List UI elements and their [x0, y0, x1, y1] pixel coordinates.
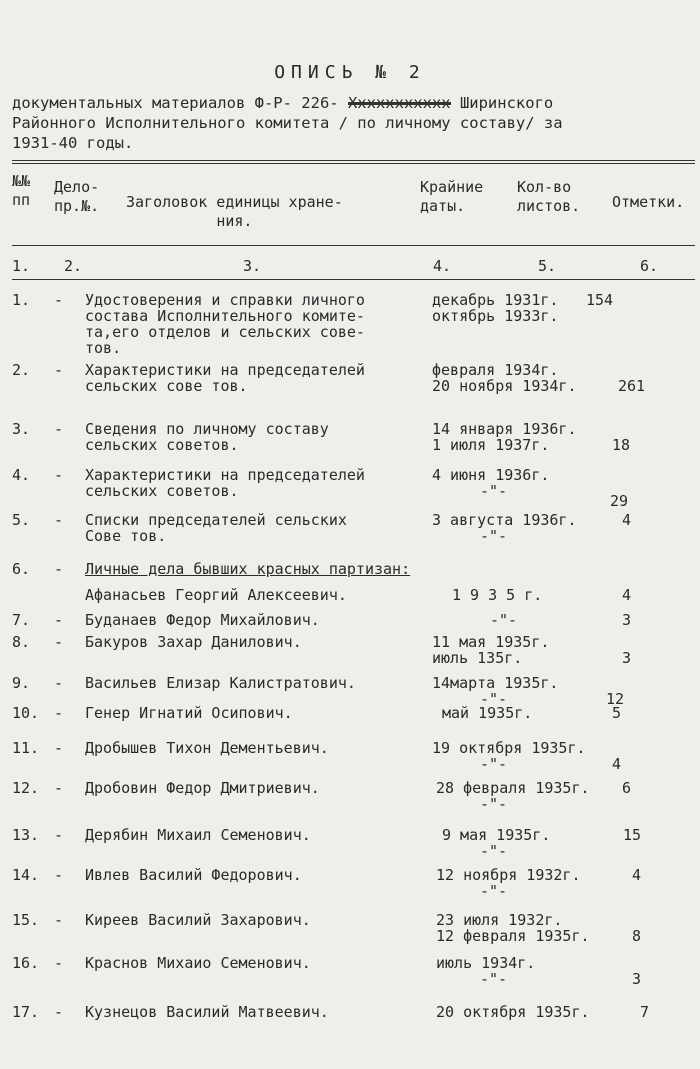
row-sheet-count: 4 — [622, 586, 632, 604]
row-date: февраля 1934г. — [432, 361, 559, 379]
row-title-line: Афанасьев Георгий Алексеевич. — [85, 586, 347, 604]
row-dash: - — [54, 361, 64, 379]
header-title: Заголовок единицы хране- ния. — [126, 193, 343, 230]
row-date: май 1935г. — [442, 704, 533, 722]
row-title-line: тов. — [85, 339, 122, 357]
header-rule-top-2 — [12, 163, 695, 164]
row-dash: - — [54, 674, 64, 692]
intro-line-1 — [12, 93, 563, 113]
row-dash: - — [54, 866, 64, 884]
row-title-line: Дробышев Тихон Дементьевич. — [85, 739, 329, 757]
row-title-line: Киреев Василий Захарович. — [85, 911, 311, 929]
row-date: -"- — [480, 482, 508, 500]
row-number: 17. — [12, 1003, 40, 1021]
row-number: 6. — [12, 560, 31, 578]
row-number: 4. — [12, 466, 31, 484]
row-date: 11 мая 1935г. — [432, 633, 550, 651]
header-rule-top — [12, 160, 695, 161]
row-title-line: та,его отделов и сельских сове- — [85, 323, 365, 341]
row-date: 28 февраля 1935г. — [436, 779, 590, 797]
row-dash: - — [54, 291, 64, 309]
col-number-1: 1. — [12, 257, 31, 275]
row-title-line: Характеристики на председателей — [85, 466, 365, 484]
row-date: -"- — [480, 842, 508, 860]
row-number: 15. — [12, 911, 40, 929]
row-number: 14. — [12, 866, 40, 884]
row-sheet-count: 3 — [632, 970, 642, 988]
row-sheet-count: 15 — [623, 826, 642, 844]
row-date: октябрь 1933г. — [432, 307, 559, 325]
row-number: 12. — [12, 779, 40, 797]
intro-line-3: 1931-40 годы. — [12, 134, 134, 152]
row-date: -"- — [480, 882, 508, 900]
row-dash: - — [54, 560, 64, 578]
row-title-line: Списки председателей сельских — [85, 511, 347, 529]
row-dash: - — [54, 779, 64, 797]
row-title-line: Дробовин Федор Дмитриевич. — [85, 779, 320, 797]
header-rule-mid — [12, 245, 695, 246]
intro-text — [12, 93, 563, 153]
row-title-line: Сведения по личному составу — [85, 420, 329, 438]
row-number: 7. — [12, 611, 31, 629]
header-notes: Отметки. — [612, 193, 685, 211]
col-number-2: 2. — [64, 257, 83, 275]
row-sheet-count: 3 — [622, 649, 632, 667]
row-date: декабрь 1931г. — [432, 291, 559, 309]
row-sheet-count: 3 — [622, 611, 632, 629]
row-title-line: Характеристики на председателей — [85, 361, 365, 379]
row-date: 1 9 3 5 г. — [452, 586, 543, 604]
row-sheet-count: 4 — [612, 755, 622, 773]
row-date: 9 мая 1935г. — [442, 826, 551, 844]
row-number: 3. — [12, 420, 31, 438]
col-number-3: 3. — [243, 257, 262, 275]
row-title-line: состава Исполнительного комите- — [85, 307, 365, 325]
row-number: 2. — [12, 361, 31, 379]
row-number: 8. — [12, 633, 31, 651]
header-sheets: Кол-во листов. — [517, 178, 581, 215]
row-date: -"- — [490, 611, 518, 629]
row-title-line: Сове тов. — [85, 527, 167, 545]
row-date: 23 июля 1932г. — [436, 911, 563, 929]
col-number-4: 4. — [433, 257, 452, 275]
row-sheet-count: 12 — [606, 690, 625, 708]
header-rule-bottom — [12, 279, 695, 280]
row-title-line: Буданаев Федор Михайлович. — [85, 611, 320, 629]
row-number: 10. — [12, 704, 40, 722]
row-title-line: Ивлев Василий Федорович. — [85, 866, 302, 884]
intro-line-2: Районного Исполнительного комитета / по личному составу/ за — [12, 114, 563, 132]
row-sheet-count: 18 — [612, 436, 631, 454]
col-number-5: 5. — [538, 257, 557, 275]
row-number: 1. — [12, 291, 31, 309]
row-title-line: сельских сове тов. — [85, 377, 248, 395]
page-title: ОПИСЬ № 2 — [274, 62, 426, 83]
row-sheet-count: 29 — [610, 492, 629, 510]
row-date: июль 135г. — [432, 649, 523, 667]
row-sheet-count: 154 — [586, 291, 614, 309]
row-dash: - — [54, 611, 64, 629]
row-dash: - — [54, 826, 64, 844]
row-date: 19 октября 1935г. — [432, 739, 586, 757]
row-date: 3 августа 1936г. — [432, 511, 577, 529]
row-title-line: сельских советов. — [85, 482, 239, 500]
row-date: 14марта 1935г. — [432, 674, 559, 692]
row-sheet-count: 4 — [622, 511, 632, 529]
col-number-6: 6. — [640, 257, 659, 275]
row-date: 14 января 1936г. — [432, 420, 577, 438]
header-delo: Дело- пр.№. — [54, 178, 100, 215]
row-number: 9. — [12, 674, 31, 692]
row-number: 16. — [12, 954, 40, 972]
row-title-line: Васильев Елизар Калистратович. — [85, 674, 356, 692]
row-dash: - — [54, 1003, 64, 1021]
row-title-line: Кузнецов Василий Матвеевич. — [85, 1003, 329, 1021]
row-date: -"- — [480, 970, 508, 988]
row-title-line: Краснов Михаио Семенович. — [85, 954, 311, 972]
row-dash: - — [54, 739, 64, 757]
row-dash: - — [54, 633, 64, 651]
row-date: 1 июля 1937г. — [432, 436, 550, 454]
row-date: -"- — [480, 690, 508, 708]
row-date: -"- — [480, 755, 508, 773]
row-dash: - — [54, 704, 64, 722]
row-title-line: Удостоверения и справки личного — [85, 291, 365, 309]
row-title-line: Дерябин Михаил Семенович. — [85, 826, 311, 844]
row-date: 12 февраля 1935г. — [436, 927, 590, 945]
row-title-line: сельских советов. — [85, 436, 239, 454]
row-title-line: Бакуров Захар Данилович. — [85, 633, 302, 651]
row-dash: - — [54, 911, 64, 929]
row-date: 20 октября 1935г. — [436, 1003, 590, 1021]
row-sheet-count: 5 — [612, 704, 622, 722]
row-sheet-count: 8 — [632, 927, 642, 945]
row-date: 12 ноября 1932г. — [436, 866, 581, 884]
row-sheet-count: 4 — [632, 866, 642, 884]
header-pp: №№ пп — [12, 172, 31, 209]
struck-word: Ххххххххххх — [347, 94, 451, 112]
row-dash: - — [54, 954, 64, 972]
row-title-line: Личные дела бывших красных партизан: — [85, 560, 411, 578]
row-sheet-count: 6 — [622, 779, 632, 797]
row-number: 11. — [12, 739, 40, 757]
row-title-line: Генер Игнатий Осипович. — [85, 704, 293, 722]
row-sheet-count: 7 — [640, 1003, 650, 1021]
row-date: июль 1934г. — [436, 954, 536, 972]
row-dash: - — [54, 466, 64, 484]
row-date: -"- — [480, 795, 508, 813]
row-dash: - — [54, 420, 64, 438]
row-date: 20 ноября 1934г. — [432, 377, 577, 395]
intro-line-1-pre: документальных материалов Ф-Р- 226- — [12, 94, 348, 112]
row-number: 13. — [12, 826, 40, 844]
row-dash: - — [54, 511, 64, 529]
intro-line-1-post: Ширинского — [450, 94, 554, 112]
row-sheet-count: 261 — [618, 377, 646, 395]
row-date: 4 июня 1936г. — [432, 466, 550, 484]
row-date: -"- — [480, 527, 508, 545]
header-dates: Крайние даты. — [420, 178, 484, 215]
row-number: 5. — [12, 511, 31, 529]
